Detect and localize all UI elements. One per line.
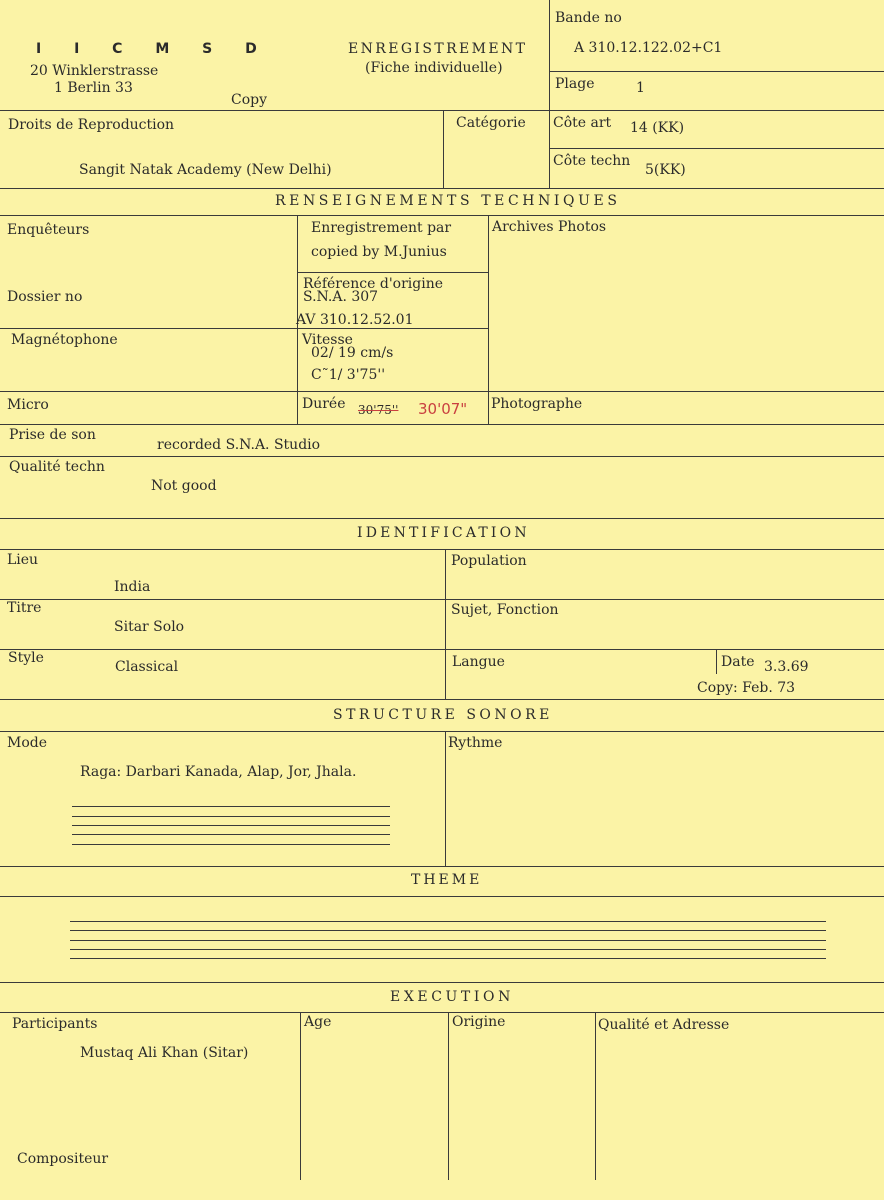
qualite-adresse-label: Qualité et Adresse: [598, 1017, 730, 1033]
plage-value: 1: [636, 80, 645, 96]
section-heading-identification: IDENTIFICATION: [357, 525, 530, 541]
ref-value-1: S.N.A. 307: [303, 289, 379, 305]
qualite-value: Not good: [151, 478, 217, 494]
plage-label: Plage: [555, 76, 595, 92]
population-label: Population: [451, 553, 527, 569]
form-subtitle: (Fiche individuelle): [365, 60, 503, 76]
magneto-label: Magnétophone: [11, 332, 118, 348]
rule: [70, 940, 826, 941]
titre-label: Titre: [7, 600, 42, 616]
micro-label: Micro: [7, 397, 49, 413]
prise-value: recorded S.N.A. Studio: [157, 437, 321, 453]
rule: [0, 1012, 884, 1013]
rule: [0, 982, 884, 983]
cote-techn-value: 5(KK): [645, 162, 686, 178]
org-name: I I C M S D: [36, 41, 271, 57]
section-heading-technique: RENSEIGNEMENTS TECHNIQUES: [275, 193, 621, 209]
rule: [0, 896, 884, 897]
ref-label: Référence d'origine: [303, 276, 444, 292]
rule: [0, 391, 884, 392]
origine-label: Origine: [452, 1014, 506, 1030]
rule: [72, 834, 390, 835]
rule: [0, 699, 884, 700]
qualite-label: Qualité techn: [9, 459, 105, 475]
sujet-label: Sujet, Fonction: [451, 602, 559, 618]
rule: [72, 806, 390, 807]
lieu-label: Lieu: [7, 552, 39, 568]
categorie-label: Catégorie: [456, 115, 526, 131]
duree-struck-value: 30'75'': [358, 403, 399, 417]
rule: [0, 188, 884, 189]
droits-label: Droits de Reproduction: [8, 117, 175, 133]
section-heading-execution: EXECUTION: [390, 989, 514, 1005]
cote-art-value: 14 (KK): [630, 120, 685, 136]
rule: [70, 949, 826, 950]
rule: [549, 148, 884, 149]
titre-value: Sitar Solo: [114, 619, 185, 635]
section-heading-theme: THEME: [411, 872, 483, 888]
rule: [0, 518, 884, 519]
rule: [0, 424, 884, 425]
rule: [443, 110, 444, 188]
vitesse-value-1: 02/ 19 cm/s: [311, 345, 394, 361]
section-heading-structure: STRUCTURE SONORE: [333, 707, 553, 723]
enqueteurs-label: Enquêteurs: [7, 222, 90, 238]
rule: [0, 599, 884, 600]
style-value: Classical: [115, 659, 179, 675]
bande-value: A 310.12.122.02+C1: [574, 40, 723, 56]
rule: [445, 731, 446, 866]
rule: [70, 921, 826, 922]
rule: [0, 549, 884, 550]
prise-label: Prise de son: [9, 427, 96, 443]
bande-label: Bande no: [555, 10, 622, 26]
mode-value: Raga: Darbari Kanada, Alap, Jor, Jhala.: [80, 764, 357, 780]
rule: [70, 930, 826, 931]
participants-value: Mustaq Ali Khan (Sitar): [80, 1045, 249, 1061]
date-label: Date: [721, 654, 755, 670]
rule: [549, 71, 884, 72]
rule: [0, 731, 884, 732]
rule: [0, 328, 488, 329]
date-value: 3.3.69: [764, 659, 809, 675]
rule: [300, 1012, 301, 1180]
dossier-label: Dossier no: [7, 289, 83, 305]
vitesse-label: Vitesse: [302, 332, 353, 348]
cote-art-label: Côte art: [553, 115, 612, 131]
rule: [72, 844, 390, 845]
rule: [0, 110, 884, 111]
vitesse-value-2: C˜1/ 3'75'': [311, 367, 386, 383]
mode-label: Mode: [7, 735, 48, 751]
ref-value-2: AV 310.12.52.01: [296, 312, 414, 328]
duree-corrected-value: 30'07": [418, 400, 468, 418]
form-title: ENREGISTREMENT: [348, 41, 528, 57]
rule: [445, 549, 446, 699]
copy-mark: Copy: [231, 92, 268, 108]
participants-label: Participants: [12, 1016, 98, 1032]
cote-techn-label: Côte techn: [553, 153, 631, 169]
rule: [488, 215, 489, 424]
rule: [448, 1012, 449, 1180]
langue-label: Langue: [452, 654, 505, 670]
rule: [0, 649, 884, 650]
compositeur-label: Compositeur: [17, 1151, 109, 1167]
rule: [0, 215, 884, 216]
rule: [0, 866, 884, 867]
style-label: Style: [8, 650, 44, 666]
rule: [70, 958, 826, 959]
archives-label: Archives Photos: [492, 219, 607, 235]
duree-label: Durée: [302, 396, 346, 412]
rule: [72, 825, 390, 826]
droits-value: Sangit Natak Academy (New Delhi): [79, 162, 332, 178]
enreg-par-label: Enregistrement par: [311, 220, 452, 236]
rule: [716, 649, 717, 674]
enreg-par-value: copied by M.Junius: [311, 244, 447, 260]
rule: [0, 456, 884, 457]
photographe-label: Photographe: [491, 396, 583, 412]
rule: [595, 1012, 596, 1180]
lieu-value: India: [114, 579, 151, 595]
rule: [297, 272, 488, 273]
rythme-label: Rythme: [448, 735, 503, 751]
copy-date: Copy: Feb. 73: [697, 680, 796, 696]
org-city: 1 Berlin 33: [54, 80, 133, 96]
rule: [72, 816, 390, 817]
rule: [549, 0, 550, 188]
age-label: Age: [304, 1014, 332, 1030]
org-street: 20 Winklerstrasse: [30, 63, 159, 79]
